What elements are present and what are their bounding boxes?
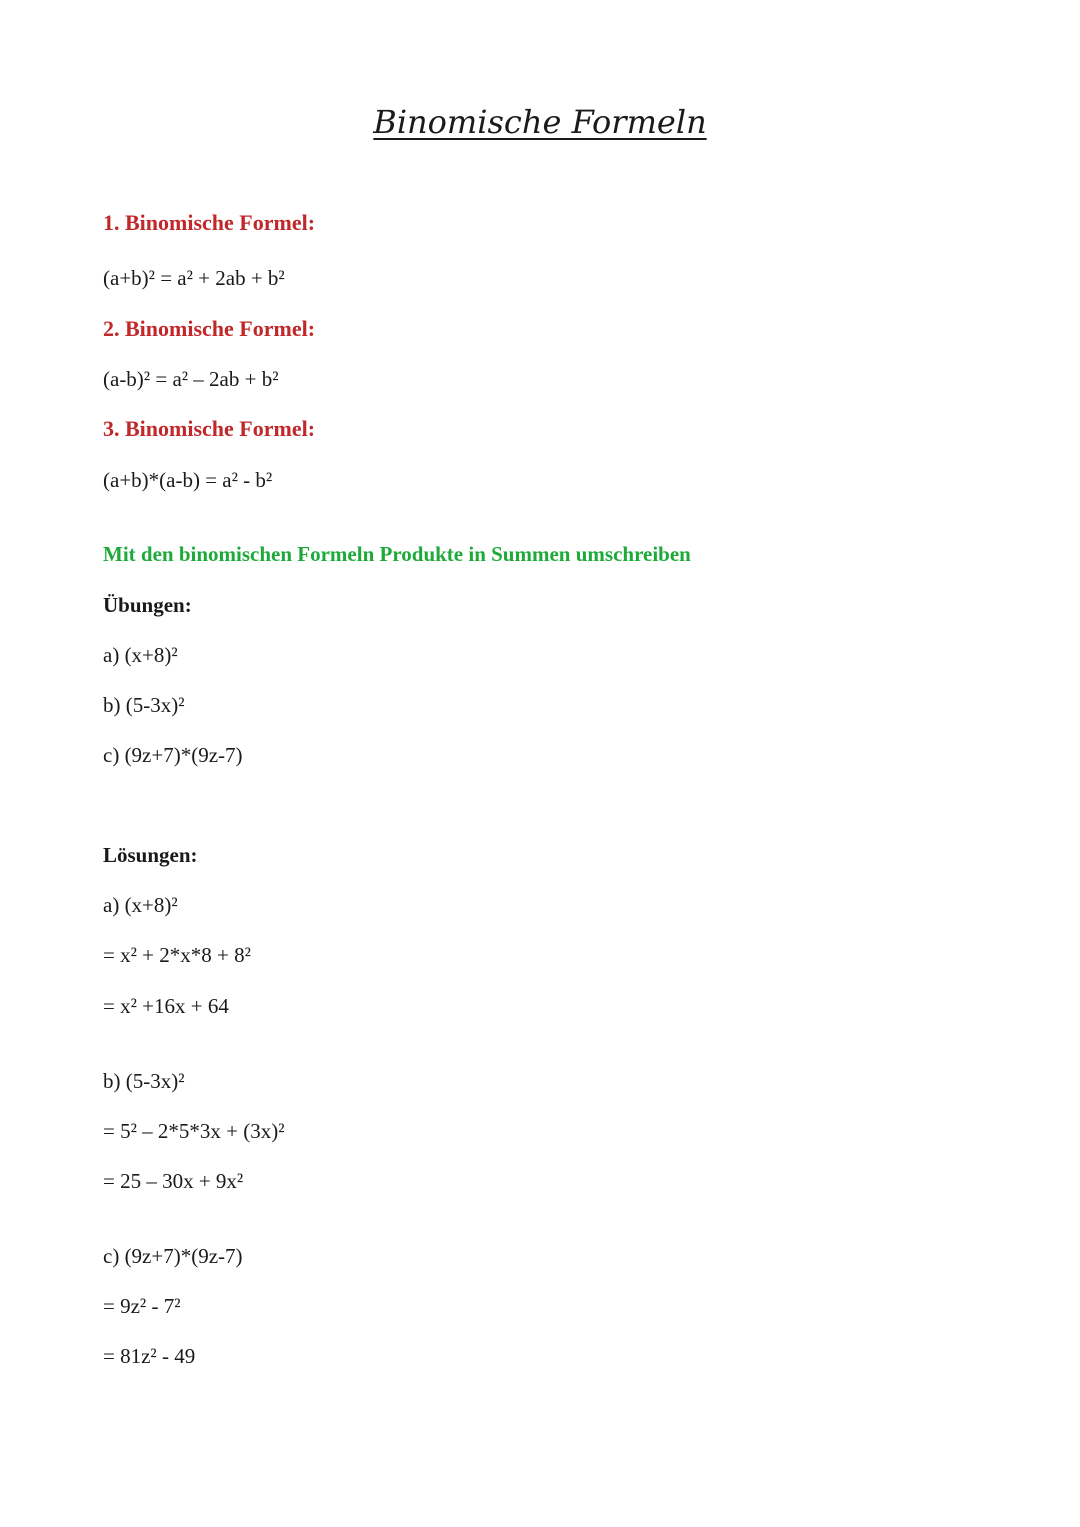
solution-b-result: = 25 – 30x + 9x²	[103, 1169, 244, 1193]
section-heading: Mit den binomischen Formeln Produkte in Summen umschreiben	[103, 542, 691, 566]
document-title	[0, 100, 1080, 144]
formula-3-heading: 3. Binomische Formel:	[103, 416, 316, 441]
formula-3-expression: (a+b)*(a-b) = a² - b²	[103, 468, 273, 492]
exercises-heading: Übungen:	[103, 593, 192, 617]
solution-b-task: b) (5-3x)²	[103, 1069, 185, 1093]
formula-1-expression: (a+b)² = a² + 2ab + b²	[103, 266, 285, 290]
solution-c-task: c) (9z+7)*(9z-7)	[103, 1244, 243, 1268]
solution-c-result: = 81z² - 49	[103, 1344, 196, 1368]
solutions-heading: Lösungen:	[103, 843, 198, 867]
solution-a-result: = x² +16x + 64	[103, 994, 229, 1018]
exercise-b: b) (5-3x)²	[103, 693, 185, 717]
solution-b-step-1: = 5² – 2*5*3x + (3x)²	[103, 1119, 285, 1143]
document-title-text: Binomische Formeln	[373, 103, 707, 141]
exercise-c: c) (9z+7)*(9z-7)	[103, 743, 243, 767]
formula-2-heading: 2. Binomische Formel:	[103, 316, 316, 341]
solution-a-task: a) (x+8)²	[103, 893, 178, 917]
formula-2-expression: (a-b)² = a² – 2ab + b²	[103, 367, 279, 391]
solution-c-step-1: = 9z² - 7²	[103, 1294, 181, 1318]
exercise-a: a) (x+8)²	[103, 643, 178, 667]
solution-a-step-1: = x² + 2*x*8 + 8²	[103, 943, 251, 967]
formula-1-heading: 1. Binomische Formel:	[103, 210, 316, 235]
